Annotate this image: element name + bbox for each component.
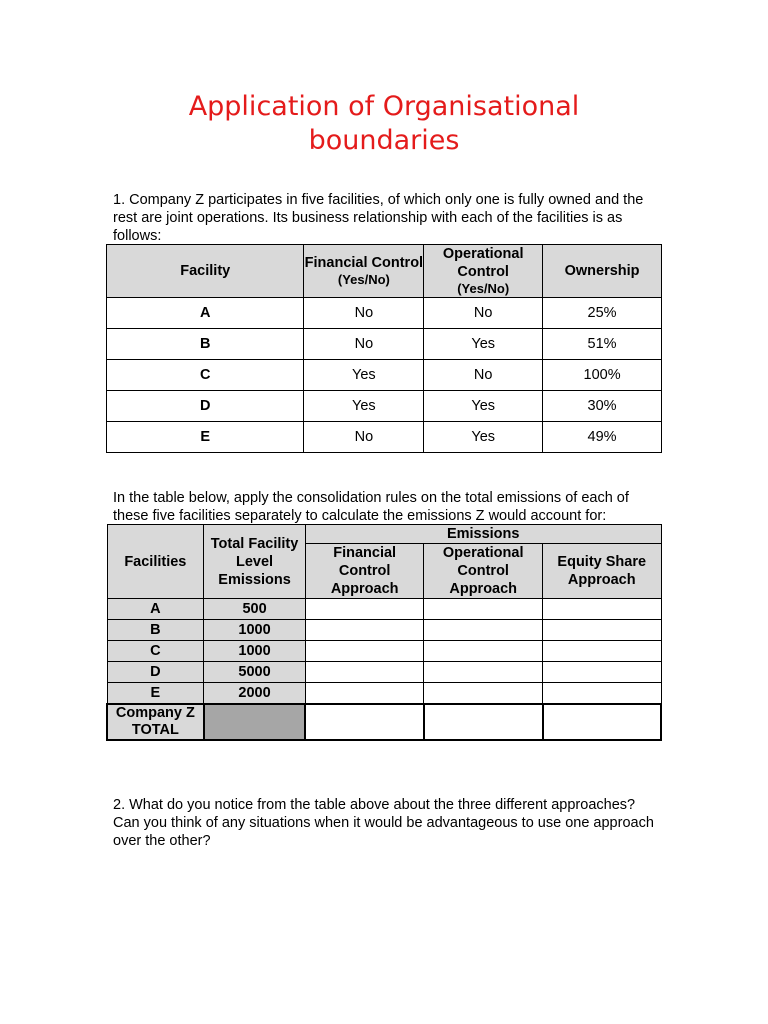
page-title-line-1: Application of Organisational — [188, 91, 580, 122]
ownership-cell: 49% — [543, 422, 662, 453]
operational-control-cell: No — [424, 298, 543, 329]
equity-approach-input-cell[interactable] — [543, 641, 662, 662]
header-operational-control-approach: Operational Control Approach — [424, 544, 543, 599]
financial-control-cell: Yes — [304, 360, 424, 391]
table-row — [107, 298, 662, 329]
total-emissions-cell: 1000 — [204, 620, 306, 641]
total-row — [107, 704, 661, 740]
header-facilities: Facilities — [107, 525, 204, 599]
financial-approach-input-cell[interactable] — [305, 641, 423, 662]
operational-approach-input-cell[interactable] — [424, 641, 543, 662]
equity-approach-input-cell[interactable] — [543, 620, 662, 641]
header-equity-share-approach: Equity Share Approach — [543, 544, 662, 599]
table-row — [107, 329, 662, 360]
financial-approach-input-cell[interactable] — [305, 599, 423, 620]
operational-approach-input-cell[interactable] — [424, 599, 543, 620]
facility-relationship-table — [106, 244, 662, 453]
equity-approach-input-cell[interactable] — [543, 683, 662, 705]
financial-approach-total-cell[interactable] — [305, 704, 423, 740]
equity-approach-total-cell[interactable] — [543, 704, 662, 740]
total-emissions-cell: 500 — [204, 599, 306, 620]
table-row — [107, 422, 662, 453]
operational-control-cell: No — [424, 360, 543, 391]
facility-cell: E — [107, 422, 304, 453]
facility-cell: A — [107, 298, 304, 329]
table-header-row — [107, 245, 662, 298]
facility-cell: C — [107, 641, 204, 662]
page-title-line-2: boundaries — [308, 125, 460, 156]
header-ownership: Ownership — [543, 245, 662, 298]
facility-cell: A — [107, 599, 204, 620]
header-operational-control-label: Operational Control — [442, 246, 524, 280]
table-row — [107, 662, 661, 683]
table-row — [107, 620, 661, 641]
header-operational-control-sub: (Yes/No) — [457, 281, 510, 296]
header-financial-control-label: Financial Control — [304, 255, 424, 271]
ownership-cell: 30% — [543, 391, 662, 422]
header-financial-control-approach: Financial Control Approach — [305, 544, 423, 599]
header-facility: Facility — [107, 245, 304, 298]
company-total-label: Company Z TOTAL — [107, 704, 204, 740]
header-emissions: Emissions — [305, 525, 661, 544]
facility-cell: B — [107, 620, 204, 641]
total-emissions-cell: 2000 — [204, 683, 306, 705]
total-emissions-cell: 1000 — [204, 641, 306, 662]
operational-control-cell: Yes — [424, 422, 543, 453]
equity-approach-input-cell[interactable] — [543, 662, 662, 683]
header-financial-control-sub: (Yes/No) — [337, 272, 390, 287]
ownership-cell: 100% — [543, 360, 662, 391]
table-row — [107, 641, 661, 662]
facility-cell: D — [107, 662, 204, 683]
operational-approach-input-cell[interactable] — [424, 620, 543, 641]
operational-control-cell: Yes — [424, 329, 543, 360]
facility-cell: E — [107, 683, 204, 705]
header-financial-control — [304, 245, 424, 298]
equity-approach-input-cell[interactable] — [543, 599, 662, 620]
header-operational-control — [424, 245, 543, 298]
total-emissions-shaded-cell — [204, 704, 306, 740]
table-row — [107, 360, 662, 391]
table-row — [107, 683, 661, 705]
page-title — [0, 90, 768, 158]
ownership-cell: 51% — [543, 329, 662, 360]
financial-approach-input-cell[interactable] — [305, 662, 423, 683]
table-row — [107, 599, 661, 620]
table-header-row — [107, 525, 661, 544]
operational-approach-total-cell[interactable] — [424, 704, 543, 740]
financial-control-cell: No — [304, 422, 424, 453]
facility-cell: D — [107, 391, 304, 422]
consolidation-instructions: In the table below, apply the consolidation rules on the total emissions of each of these five facilities separately to calculate the emissions Z would account for: — [113, 490, 629, 524]
facility-cell: C — [107, 360, 304, 391]
operational-approach-input-cell[interactable] — [424, 662, 543, 683]
operational-approach-input-cell[interactable] — [424, 683, 543, 705]
financial-control-cell: Yes — [304, 391, 424, 422]
table-row — [107, 391, 662, 422]
financial-approach-input-cell[interactable] — [305, 620, 423, 641]
ownership-cell: 25% — [543, 298, 662, 329]
question-1-text: 1. Company Z participates in five facilities, of which only one is fully owned and the rest are joint operations. Its business relationship with each of the facilities is as follows: — [113, 192, 644, 244]
header-total-emissions: Total Facility Level Emissions — [204, 525, 306, 599]
total-emissions-cell: 5000 — [204, 662, 306, 683]
financial-approach-input-cell[interactable] — [305, 683, 423, 705]
emissions-consolidation-table — [106, 524, 662, 741]
operational-control-cell: Yes — [424, 391, 543, 422]
financial-control-cell: No — [304, 298, 424, 329]
question-2-text: 2. What do you notice from the table above about the three different approaches? Can you think of any situations when it would be advantageous to use one approach over the other? — [113, 797, 654, 849]
financial-control-cell: No — [304, 329, 424, 360]
facility-cell: B — [107, 329, 304, 360]
